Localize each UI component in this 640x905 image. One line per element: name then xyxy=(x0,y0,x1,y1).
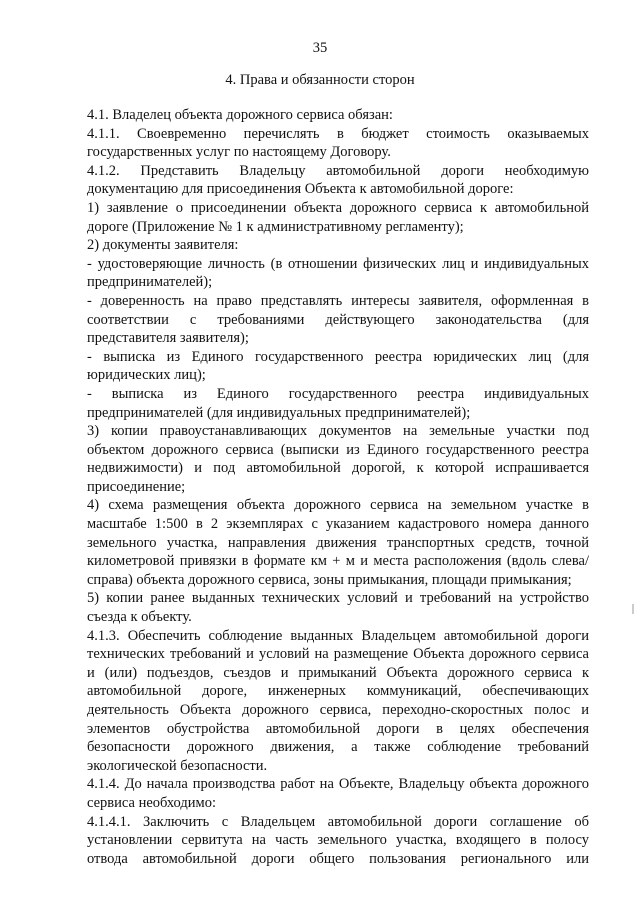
list-item-1: 1) заявление о присоединении объекта дорожного сервиса к автомобильной дороге (Приложение № 1 к административному регламенту); xyxy=(87,199,589,235)
paragraph-4-1-4: 4.1.4. До начала производства работ на Объекте, Владельцу объекта дорожного сервиса необходимо: xyxy=(87,776,589,811)
paragraph-4-1-4-1: 4.1.4.1. Заключить с Владельцем автомобильной дороги соглашение об установлении сервитута на часть земельного участка, входящего в полосу отвода автомобильной дороги общего пользования регионального или xyxy=(87,813,589,867)
list-item-3: 3) копии правоустанавливающих документов на земельные участки под объектом дорожного сервиса (выписки из Единого государственного реестра недвижимости) и под автомобильной дорогой, к которой испрашивается присоединение; xyxy=(87,423,589,495)
list-item-5: 5) копии ранее выданных технических условий и требований на устройство съезда к объекту. xyxy=(87,590,589,626)
paragraph-4-1-3: 4.1.3. Обеспечить соблюдение выданных Владельцем автомобильной дороги технических требований и условий на размещение Объекта дорожного сервиса и (или) подъездов, съездов и примыканий Объекта дорожного сервиса к автомобильной дороге, инженерных коммуникаций, обеспечивающих деятельность Объекта дорожного сервиса, переходно-скоростных полос и элементов обустройства автомобильной дороги в целях обеспечения безопасности дорожного движения, а также соблюдение требований экологической безопасности. xyxy=(87,627,589,774)
paragraph-4-1-2: 4.1.2. Представить Владельцу автомобильной дороги необходимую документацию для присоединения Объекта к автомобильной дороге: xyxy=(87,162,589,198)
list-item-2-power-of-attorney: - доверенность на право представлять интересы заявителя, оформленная в соответствии с требованиями действующего законодательства (для представителя заявителя); xyxy=(87,292,589,347)
list-item-2-egrip: - выписка из Единого государственного реестра индивидуальных предпринимателей (для индивидуальных предпринимателей); xyxy=(87,385,589,421)
page-number: 35 xyxy=(312,40,328,56)
document-body xyxy=(87,106,589,868)
scan-edge-mark xyxy=(632,604,634,614)
list-item-2-identity: - удостоверяющие личность (в отношении физических лиц и индивидуальных предпринимателей); xyxy=(87,255,589,291)
paragraph-4-1-1: 4.1.1. Своевременно перечислять в бюджет стоимость оказываемых государственных услуг по настоящему Договору. xyxy=(87,125,589,161)
list-item-2: 2) документы заявителя: xyxy=(87,237,239,254)
section-title: 4. Права и обязанности сторон xyxy=(225,72,415,88)
paragraph-4-1: 4.1. Владелец объекта дорожного сервиса обязан: xyxy=(87,107,393,123)
list-item-2-egrul: - выписка из Единого государственного реестра юридических лиц (для юридических лиц); xyxy=(87,348,589,384)
list-item-4: 4) схема размещения объекта дорожного сервиса на земельном участке в масштабе 1:500 в 2 экземплярах с указанием кадастрового номера данного земельного участка, направления движения транспортных средств, точной километровой привязки в формате км + м и места расположения (вдоль слева/справа) объекта дорожного сервиса, зоны примыкания, площади примыкания; xyxy=(87,497,589,588)
